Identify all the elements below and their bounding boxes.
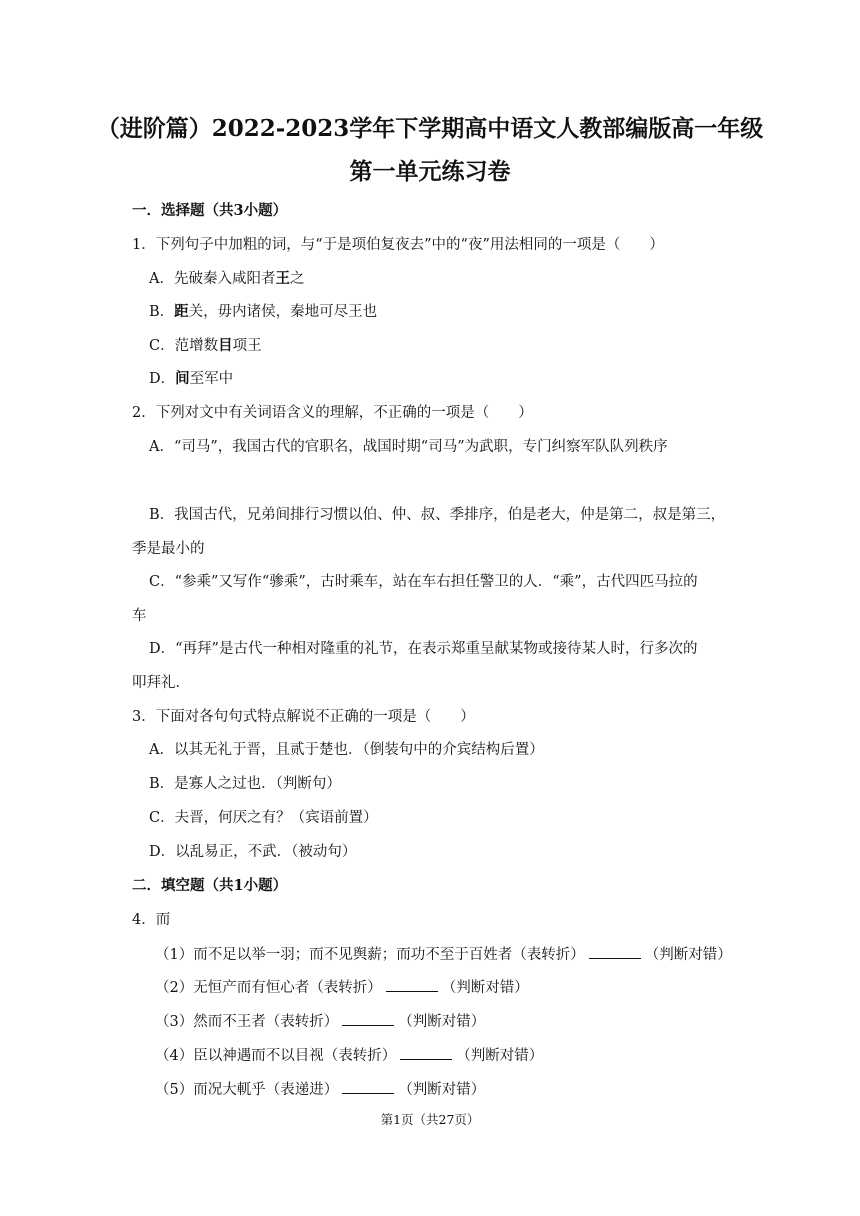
- question-2-option-c: C．“参乘”又写作“骖乘”，古时乘车，站在车右担任警卫的人．“乘”，古代四匹马拉的: [149, 574, 698, 590]
- question-2-option-b-cont: 季是最小的: [132, 541, 205, 557]
- bold-word: 王: [275, 270, 290, 287]
- answer-blank[interactable]: [400, 1045, 452, 1060]
- page-title-line2: 第一单元练习卷: [349, 158, 511, 185]
- section-heading-choice: 一．选择题（共3小题）: [132, 202, 288, 219]
- answer-blank[interactable]: [386, 977, 438, 992]
- question-4-stem: 4．而: [132, 912, 171, 928]
- question-3-option-d: D．以乱易正，不武．（被动句）: [149, 844, 357, 860]
- bold-word: 目: [218, 337, 233, 354]
- question-3-option-a: A．以其无礼于晋，且贰于楚也．（倒装句中的介宾结构后置）: [149, 742, 544, 758]
- page-footer: 第1页（共27页）: [380, 1112, 480, 1127]
- question-4-item-5: （5）而况大軏乎（表递进） （判断对错）: [155, 1079, 485, 1100]
- question-3-option-b: B．是寡人之过也．（判断句）: [149, 776, 341, 792]
- question-1-option-b: B．距关，毋内诸侯，秦地可尽王也: [149, 303, 378, 320]
- section-heading-fill: 二．填空题（共1小题）: [132, 877, 288, 894]
- question-2-option-c-cont: 车: [132, 608, 147, 624]
- question-4-item-1: （1）而不足以举一羽；而不见舆薪；而功不至于百姓者（表转折） （判断对错）: [155, 944, 732, 965]
- question-2-option-d-cont: 叩拜礼．: [132, 675, 190, 691]
- question-1-option-a: A．先破秦入咸阳者王之: [149, 270, 305, 287]
- question-1-stem: 1．下列句子中加粗的词，与“于是项伯复夜去”中的“夜”用法相同的一项是（ ）: [132, 237, 664, 253]
- answer-blank[interactable]: [342, 1011, 394, 1026]
- question-4-item-4: （4）臣以神遇而不以目视（表转折） （判断对错）: [155, 1045, 543, 1066]
- question-1-option-d: D．间至军中: [149, 370, 234, 387]
- question-4-item-2: （2）无恒产而有恒心者（表转折） （判断对错）: [155, 977, 529, 998]
- answer-blank[interactable]: [342, 1079, 394, 1094]
- bold-word: 间: [175, 370, 190, 387]
- answer-blank[interactable]: [589, 944, 641, 959]
- question-2-option-a: A．“司马”，我国古代的官职名，战国时期“司马”为武职，专门纠察军队队列秩序: [149, 439, 668, 455]
- question-3-option-c: C．夫晋，何厌之有？（宾语前置）: [149, 810, 378, 826]
- question-2-option-b: B．我国古代，兄弟间排行习惯以伯、仲、叔、季排序，伯是老大，仲是第二，叔是第三，: [149, 507, 726, 523]
- question-2-stem: 2．下列对文中有关词语含义的理解，不正确的一项是（ ）: [132, 405, 533, 421]
- question-2-option-d: D．“再拜”是古代一种相对隆重的礼节，在表示郑重呈献某物或接待某人时，行多次的: [149, 641, 698, 657]
- question-4-item-3: （3）然而不王者（表转折） （判断对错）: [155, 1011, 485, 1032]
- page-title-line1: （进阶篇）2022-2023学年下学期高中语文人教部编版高一年级: [96, 115, 764, 142]
- question-1-option-c: C．范增数目项王: [149, 337, 262, 354]
- bold-word: 距: [174, 303, 189, 320]
- question-3-stem: 3．下面对各句句式特点解说不正确的一项是（ ）: [132, 709, 475, 725]
